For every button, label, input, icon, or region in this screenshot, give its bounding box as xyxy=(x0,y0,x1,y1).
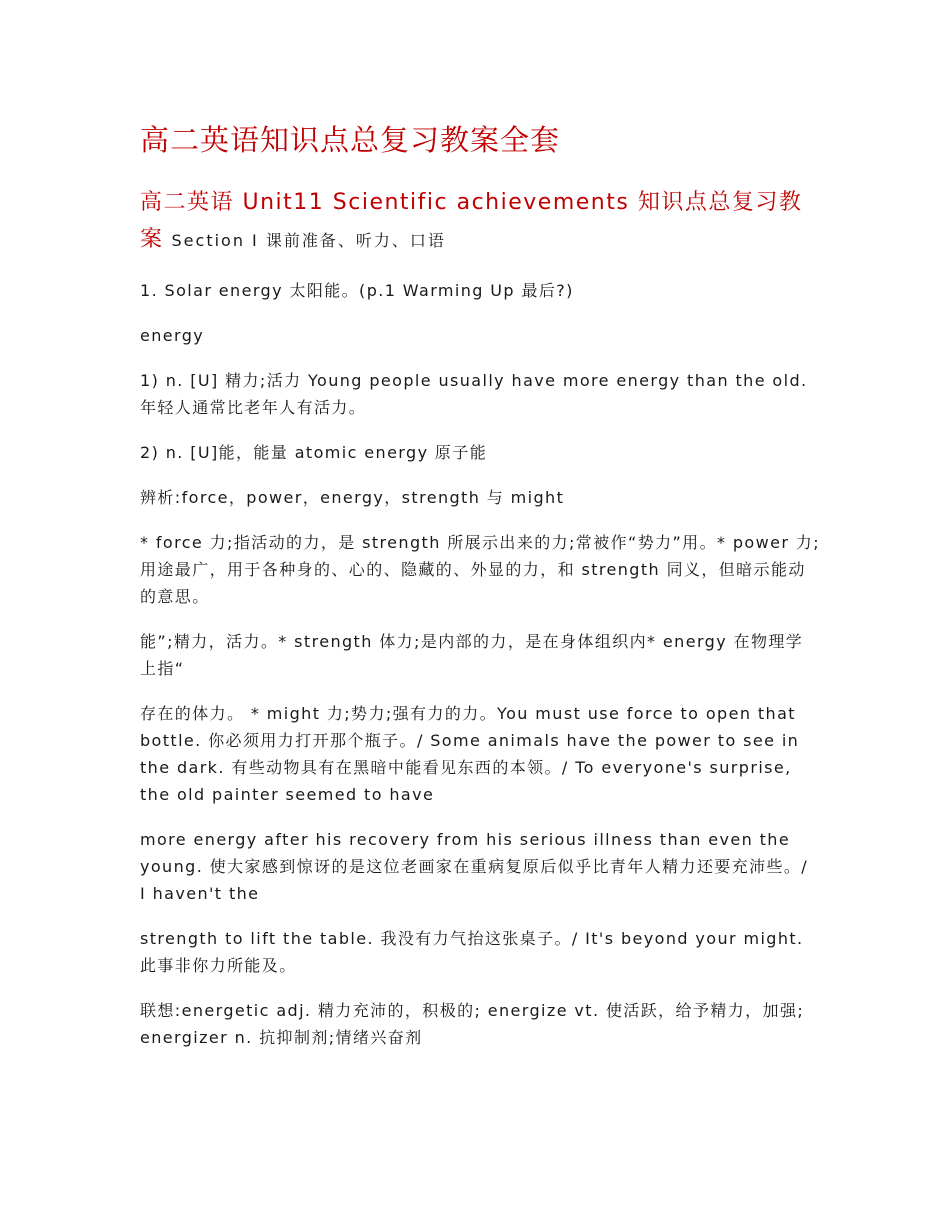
paragraph-5: 辨析:force，power，energy，strength 与 might xyxy=(140,488,565,507)
paragraph-10: strength to lift the table. 我没有力气抬这张桌子。/ It's beyond your might. 此事非你力所能及。 xyxy=(140,929,804,975)
paragraph-2: energy xyxy=(140,326,205,345)
paragraph-4: 2) n. [U]能，能量 atomic energy 原子能 xyxy=(140,443,488,462)
paragraph-3: 1) n. [U] 精力;活力 Young people usually have more energy than the old. 年轻人通常比老年人有活力。 xyxy=(140,371,808,417)
document-title: 高二英语知识点总复习教案全套 xyxy=(140,123,561,157)
paragraph-1: 1. Solar energy 太阳能。(p.1 Warming Up 最后?) xyxy=(140,281,574,300)
paragraph-6: * force 力;指活动的力，是 strength 所展示出来的力;常被作“势力”用。* power 力;用途最广，用于各种身的、心的、隐藏的、外显的力，和 strength 同义，但暗示能动的意思。 xyxy=(140,533,820,606)
paragraph-11: 联想:energetic adj. 精力充沛的，积极的; energize vt. 使活跃，给予精力，加强; energizer n. 抗抑制剂;情绪兴奋剂 xyxy=(140,1001,805,1047)
unit-heading xyxy=(140,184,820,259)
paragraph-7: 能”;精力，活力。* strength 体力;是内部的力，是在身体组织内* energy 在物理学上指“ xyxy=(140,632,804,678)
section-label: Section I 课前准备、听力、口语 xyxy=(171,231,446,250)
paragraph-9: more energy after his recovery from his serious illness than even the young. 使大家感到惊讶的是这位老画家在重病复原后似乎比青年人精力还要充沛些。/ I haven't the xyxy=(140,830,809,903)
unit-title: 高二英语 Unit11 Scientific achievements 知识点总复习教案 xyxy=(140,190,803,252)
paragraph-8: 存在的体力。 * might 力;势力;强有力的力。You must use force to open that bottle. 你必须用力打开那个瓶子。/ Some animals have the power to see in the dark. 有些动物具有在黑暗中能看见东西的本领。/ To everyone's surprise, the old painter seemed to have xyxy=(140,704,800,804)
